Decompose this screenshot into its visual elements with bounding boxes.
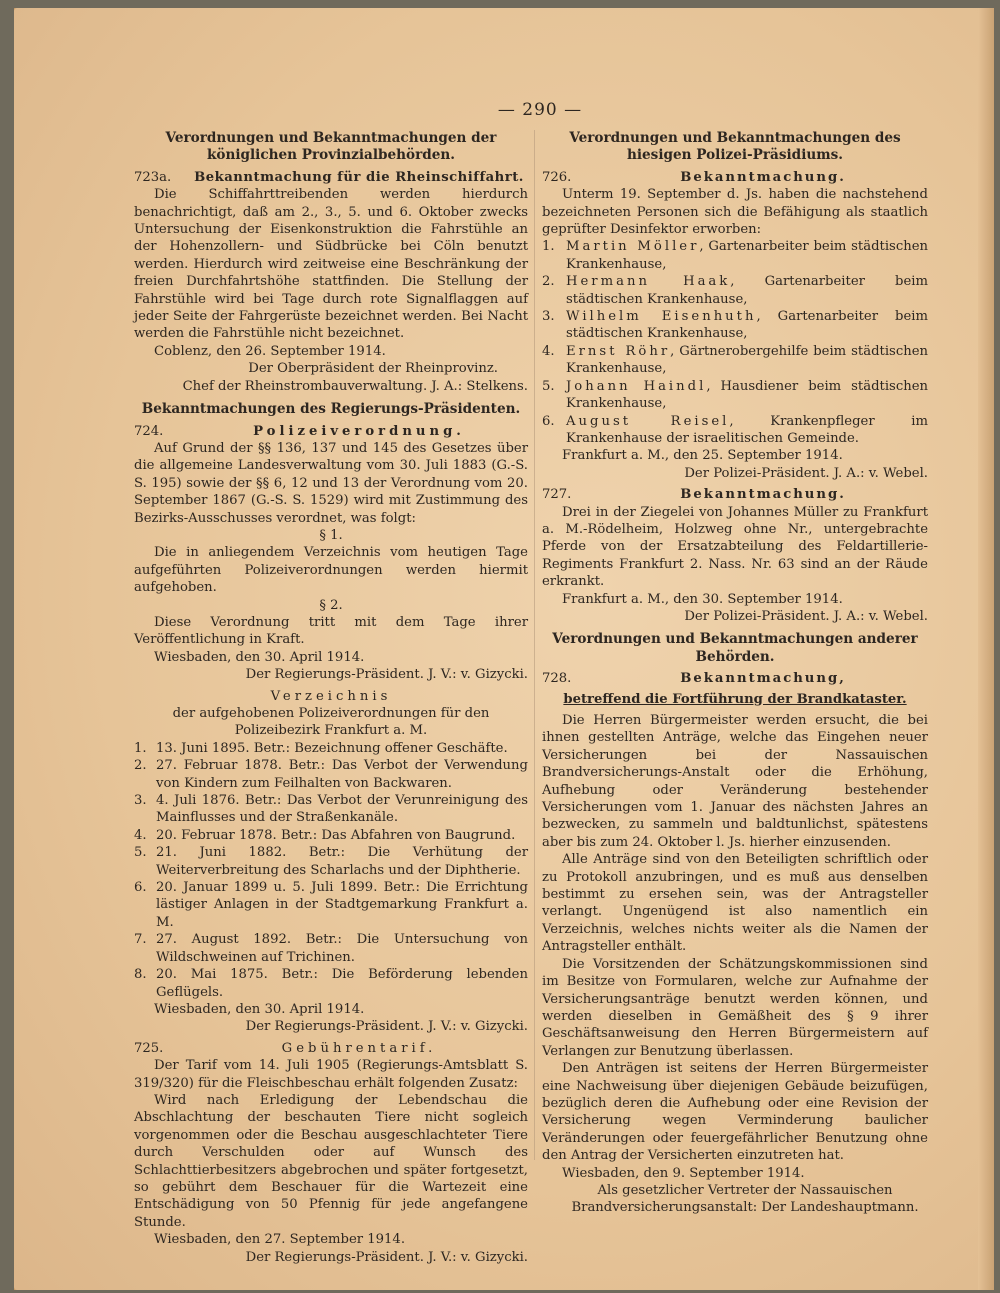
entry-724-body: Auf Grund der §§ 136, 137 und 145 des Gesetzes über die allgemeine Landesverwaltung vom 30. Juli 1883 (G.-S. S. 195) sowie der §§ 6, 12 und 13 der Verordnung vom 20. September 1867 (G.-S. S. 1529) wird mit Zustimmung des Bezirks-Ausschusses verordnet, was folgt: [134, 440, 528, 526]
paragraph-1-heading: § 1. [319, 527, 343, 543]
entry-728-body-3: Die Vorsitzenden der Schätzungskommissionen sind im Besitze von Formularen, welche zur Aufnahme der Versicherungsanträge benutzt werden können, und werden dieselben in Gemäßheit des § 9 ihrer Geschäftsanweisung den Herren Bürgermeistern auf Verlangen zur Benutzung überlassen. [542, 956, 928, 1059]
left-column [134, 130, 528, 1266]
entry-723-body: Die Schiffahrttreibenden werden hierdurch benachrichtigt, daß am 2., 3., 5. und 6. Oktober zwecks Untersuchung der Eisenkonstruktion die Fahrstühle an der Hohenzollern- und Südbrücke bei Cöln benutzt werden. Hierdurch wird zeitweise eine Beschränkung der freien Durchfahrtshöhe stattfinden. Die Stellung der Fahrstühle wird bei Tage durch rote Signalflaggen auf jeder Seite der Fahrgerüste bezeichnet werden. Bei Nacht werden die Fahrstühle nicht bezeichnet. [134, 187, 528, 342]
entry-title: Bekanntmachung für die Rheinschiffahrt. [194, 169, 524, 185]
entry-725-body-1: Der Tarif vom 14. Juli 1905 (Regierungs-Amtsblatt S. 319/320) für die Fleischbeschau erhält folgenden Zusatz: [134, 1058, 528, 1091]
verzeichnis-place: Wiesbaden, den 30. April 1914. [154, 1001, 365, 1017]
entry-title: Polizeiverordnung. [253, 423, 465, 439]
verzeichnis-signature: Der Regierungs-Präsident. J. V.: v. Gizycki. [245, 1019, 528, 1035]
entry-724-signature: Der Regierungs-Präsident. J. V.: v. Gizycki. [245, 667, 528, 683]
list-item: 4. 20. Februar 1878. Betr.: Das Abfahren von Baugrund. [134, 827, 516, 843]
entry-number: 723a. [134, 169, 172, 185]
list-item: 6. August Reisel, Krankenpfleger im Krankenhause der israelitischen Gemeinde. [542, 413, 928, 446]
person-name: Wilhelm Eisenhuth [566, 309, 757, 325]
list-item: 2. 27. Februar 1878. Betr.: Das Verbot der Verwendung von Kindern zum Feilhalten von Backwaren. [134, 758, 528, 791]
entry-728-subtitle: betreffend die Fortführung der Brandkataster. [563, 691, 907, 707]
right-column [542, 130, 928, 1217]
entry-number: 725. [134, 1040, 164, 1056]
list-item: 1. 13. Juni 1895. Betr.: Bezeichnung offener Geschäfte. [134, 740, 508, 756]
list-item: 5. 21. Juni 1882. Betr.: Die Verhütung der Weiterverbreitung des Scharlachs und der Diphtherie. [134, 845, 528, 878]
verzeichnis-list [134, 740, 528, 1001]
entry-725-head [134, 1040, 528, 1057]
entry-726-signature: Der Polizei-Präsident. J. A.: v. Webel. [684, 465, 928, 481]
entry-727-place: Frankfurt a. M., den 30. September 1914. [562, 591, 843, 607]
entry-727-body: Drei in der Ziegelei von Johannes Müller zu Frankfurt a. M.-Rödelheim, Holzweg ohne Nr., untergebrachte Pferde von der Ersatzabteilung des Feldartillerie-Regiments Frankfurt 2. Nass. Nr. 63 sind an der Räude erkrankt. [542, 504, 928, 590]
entry-728-body-1: Die Herren Bürgermeister werden ersucht, die bei ihnen gestellten Anträge, welche das Eingehen neuer Versicherungen bei der Nassauischen Brandversicherungs-Anstalt oder die Erhöhung, Aufhebung oder Veränderung bestehender Versicherungen vom 1. Januar des nächsten Jahres an bezwecken, zu sammeln und baldtunlichst, spätestens aber bis zum 24. Oktober l. Js. hierher einzusenden. [542, 713, 928, 850]
section-heading-regierung: Bekanntmachungen des Regierungs-Präsidenten. [141, 401, 521, 418]
entry-728-place: Wiesbaden, den 9. September 1914. [562, 1165, 805, 1181]
entry-726-head [542, 169, 928, 186]
desinfektor-list [542, 238, 928, 447]
entry-number: 726. [542, 169, 572, 185]
entry-723-place: Coblenz, den 26. September 1914. [154, 343, 386, 359]
list-item: 8. 20. Mai 1875. Betr.: Die Beförderung lebenden Geflügels. [134, 967, 528, 1000]
entry-number: 728. [542, 671, 572, 687]
list-item: 3. Wilhelm Eisenhuth, Gartenarbeiter beim städtischen Krankenhause, [542, 309, 928, 342]
column-divider [534, 130, 535, 1160]
list-item: 6. 20. Januar 1899 u. 5. Juli 1899. Betr.: Die Errichtung lästiger Anlagen in der Stadtgemarkung Frankfurt a. M. [134, 880, 528, 930]
entry-title: Bekanntmachung. [680, 169, 846, 185]
paragraph-1-text: Die in anliegendem Verzeichnis vom heutigen Tage aufgeführten Polizeiverordnungen werden hiermit aufgehoben. [134, 545, 528, 596]
list-item: 5. Johann Haindl, Hausdiener beim städtischen Krankenhause, [542, 378, 928, 412]
entry-number: 727. [542, 487, 572, 503]
entry-title: Bekanntmachung. [680, 487, 846, 503]
entry-724-head [134, 423, 528, 440]
list-item: 2. Hermann Haak, Gartenarbeiter beim städtischen Krankenhause, [542, 274, 929, 307]
entry-727-signature: Der Polizei-Präsident. J. A.: v. Webel. [684, 608, 928, 624]
entry-727-head [542, 486, 928, 503]
entry-725-signature: Der Regierungs-Präsident. J. V.: v. Gizycki. [245, 1249, 528, 1265]
person-name: Johann Haindl [566, 378, 707, 394]
entry-725-body-2: Wird nach Erledigung der Lebendschau die Abschlachtung der beschauten Tiere nicht sogleich vorgenommen oder die Beschau ausgeschlachteter Tiere durch Verschulden oder auf Wunsch des Schlachttierbesitzers abgebrochen und später fortgesetzt, so gebührt dem Beschauer für die Wartezeit eine Entschädigung von 50 Pfennig für jede angefangene Stunde. [134, 1092, 528, 1230]
person-name: Hermann Haak [566, 274, 731, 290]
section-heading-other: Verordnungen und Bekanntmachungen anderer Behörden. [552, 631, 918, 665]
entry-728-body-4: Den Anträgen ist seitens der Herren Bürgermeister eine Nachweisung über diejenigen Gebäude beizufügen, bezüglich deren die Aufhebung oder eine Revision der Versicherung wegen Verminderung baulicher Veränderungen oder feuergefährlicher Benutzung ohne den Antrag der Versicherten einzutreten hat. [542, 1061, 928, 1164]
entry-728-signature: Als gesetzlicher Vertreter der Nassauischen Brandversicherungsanstalt: Der Landeshauptmann. [571, 1182, 919, 1216]
entry-725-place: Wiesbaden, den 27. September 1914. [154, 1232, 406, 1248]
paragraph-2-heading: § 2. [319, 597, 343, 613]
person-name: August Reisel [566, 413, 730, 429]
person-name: Ernst Röhr [566, 343, 671, 359]
list-item: 1. Martin Möller, Gartenarbeiter beim städtischen Krankenhause, [542, 239, 929, 272]
entry-723-head [134, 169, 528, 186]
entry-728-head [542, 670, 928, 687]
entry-724-place: Wiesbaden, den 30. April 1914. [154, 649, 365, 665]
list-item: 3. 4. Juli 1876. Betr.: Das Verbot der Verunreinigung des Mainflusses und der Straßenkanäle. [134, 793, 528, 826]
list-item: 7. 27. August 1892. Betr.: Die Untersuchung von Wildschweinen auf Trichinen. [134, 932, 528, 965]
entry-title: Bekanntmachung, [680, 671, 846, 687]
entry-723-signature-2: Chef der Rheinstrombauverwaltung. J. A.: Stelkens. [182, 378, 528, 394]
entry-number: 724. [134, 423, 164, 439]
verzeichnis-title: Verzeichnis [270, 688, 392, 704]
page-number: — 290 — [497, 100, 583, 120]
section-heading-provincial: Verordnungen und Bekanntmachungen der königlichen Provinzialbehörden. [165, 130, 497, 164]
verzeichnis-subtitle: der aufgehobenen Polizeiverordnungen für den Polizeibezirk Frankfurt a. M. [172, 706, 490, 739]
entry-723-signature-1: Der Oberpräsident der Rheinprovinz. [248, 361, 498, 377]
paragraph-2-text: Diese Verordnung tritt mit dem Tage ihrer Veröffentlichung in Kraft. [134, 614, 528, 648]
person-name: Martin Möller [566, 239, 700, 255]
entry-title: Gebührentarif. [281, 1040, 437, 1056]
entry-728-body-2: Alle Anträge sind von den Beteiligten schriftlich oder zu Protokoll anzubringen, und es muß aus denselben bestimmt zu ersehen sein, was der Antragsteller verlangt. Ungenügend ist also namentlich ein Verzeichnis, welches nichts weiter als die Namen der Antragsteller enthält. [542, 852, 928, 955]
list-item: 4. Ernst Röhr, Gärtnerobergehilfe beim städtischen Krankenhause, [542, 343, 928, 377]
entry-726-place: Frankfurt a. M., den 25. September 1914. [562, 448, 843, 464]
section-heading-polizei: Verordnungen und Bekanntmachungen des hiesigen Polizei-Präsidiums. [569, 130, 901, 164]
entry-726-body: Unterm 19. September d. Js. haben die nachstehend bezeichneten Personen sich die Befähigung als staatlich geprüfter Desinfektor erworben: [542, 187, 928, 238]
